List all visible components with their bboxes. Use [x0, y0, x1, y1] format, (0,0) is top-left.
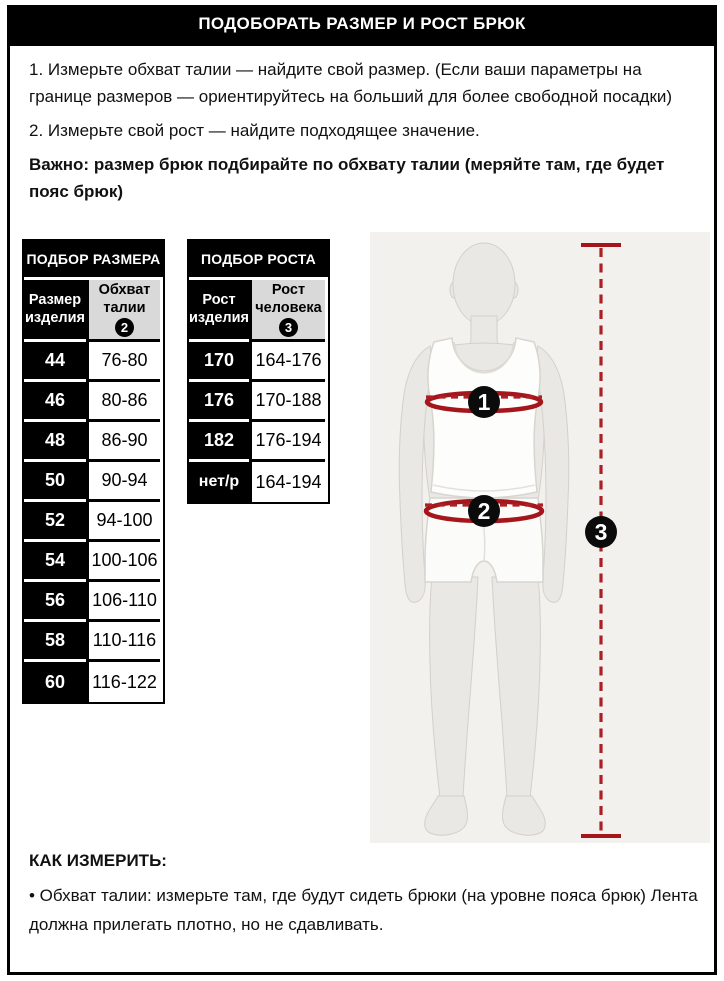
size-cell: 58 [24, 622, 86, 662]
marker-2-badge: 2 [115, 318, 134, 337]
mannequin-illustration [370, 232, 710, 843]
height-cell: 182 [189, 422, 249, 462]
range-cell: 80-86 [86, 382, 160, 422]
size-cell: 44 [24, 342, 86, 382]
instruction-step-1: 1. Измерьте обхват талии — найдите свой размер. (Если ваши параметры на границе размеров — ориентируйтесь на больший для более свободной посадки) [29, 60, 673, 106]
size-table-col-product-header: Размер изделия [24, 280, 86, 342]
range-cell: 110-116 [86, 622, 160, 662]
size-cell: 46 [24, 382, 86, 422]
marker-2-label: 2 [477, 498, 491, 524]
height-cell: нет/р [189, 462, 249, 502]
how-to-measure-title: КАК ИЗМЕРИТЬ: [29, 851, 167, 870]
range-cell: 106-110 [86, 582, 160, 622]
height-table-title: ПОДБОР РОСТА [189, 241, 328, 280]
range-cell: 164-176 [249, 342, 325, 382]
size-cell: 56 [24, 582, 86, 622]
height-cell: 176 [189, 382, 249, 422]
marker-3-label: 3 [594, 519, 608, 545]
size-table-col-measure-header [86, 280, 160, 342]
range-cell: 94-100 [86, 502, 160, 542]
header-bar [7, 5, 717, 43]
size-cell: 52 [24, 502, 86, 542]
instruction-important: Важно: размер брюк подбирайте по обхвату талии (меряйте там, где будет пояс брюк) [29, 155, 665, 201]
marker-3-badge: 3 [279, 318, 298, 337]
size-cell: 54 [24, 542, 86, 582]
range-cell: 164-194 [249, 462, 325, 502]
mannequin-figure [370, 232, 710, 843]
height-table-col-measure-label: Рост человека [255, 282, 322, 316]
size-table [22, 239, 165, 704]
size-cell: 60 [24, 662, 86, 702]
height-cell: 170 [189, 342, 249, 382]
size-cell: 48 [24, 422, 86, 462]
size-table-title: ПОДБОР РАЗМЕРА [24, 241, 163, 280]
range-cell: 170-188 [249, 382, 325, 422]
range-cell: 176-194 [249, 422, 325, 462]
height-table-col-measure-header [249, 280, 325, 342]
instructions-block [29, 56, 705, 212]
marker-1-label: 1 [477, 389, 491, 415]
range-cell: 100-106 [86, 542, 160, 582]
size-table-col-measure-label: Обхват талии [98, 282, 151, 316]
how-to-measure-bullet: • Обхват талии: измерьте там, где будут сидеть брюки (на уровне пояса брюк) Лента должна прилегать плотно, но не сдавливать. [29, 886, 698, 934]
height-table-col-product-header: Рост изделия [189, 280, 249, 342]
instruction-step-2: 2. Измерьте свой рост — найдите подходящее значение. [29, 121, 480, 140]
range-cell: 90-94 [86, 462, 160, 502]
range-cell: 116-122 [86, 662, 160, 702]
page-title: ПОДОБОРАТЬ РАЗМЕР И РОСТ БРЮК [198, 14, 526, 33]
height-table [187, 239, 330, 504]
range-cell: 86-90 [86, 422, 160, 462]
range-cell: 76-80 [86, 342, 160, 382]
how-to-measure-section [29, 851, 701, 939]
size-cell: 50 [24, 462, 86, 502]
